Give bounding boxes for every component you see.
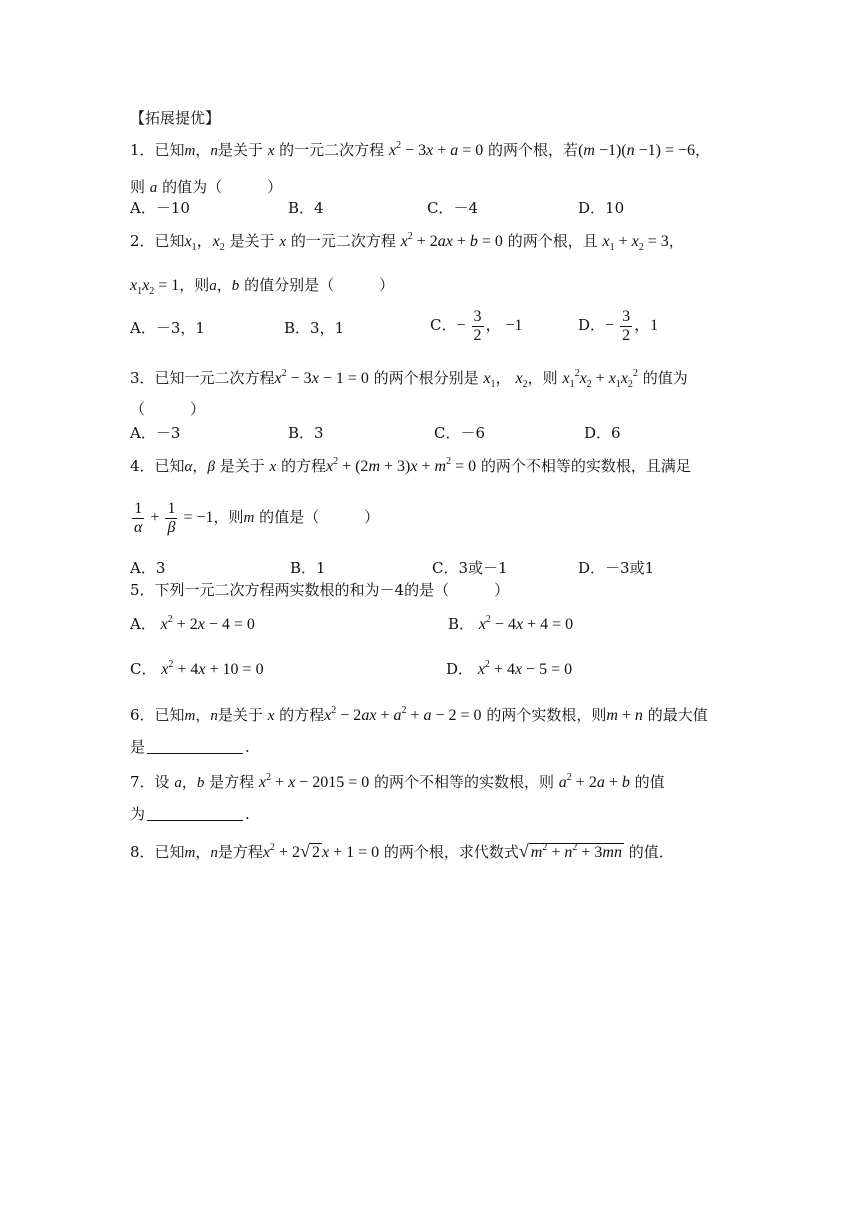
q4-option-d[interactable]: D．－3或1 [578, 559, 655, 577]
q2-option-d[interactable]: D．− $\frac{3}{2}$ ，1 [578, 308, 659, 344]
q5-option-d[interactable]: D． $x^2 + 4x - 5 = 0$ [446, 659, 573, 678]
question-4-line-1: 4．已知α，β 是关于 x 的方程$x^2 + (2m + 3)x + m^2 = 0$ 的两个不相等的实数根，且满足 [130, 456, 691, 475]
question-2-line-1: 2．已知$x_1$，$x_2$ 是关于 x 的一元二次方程 $x^2 + 2ax + b = 0$ 的两个根，且 $x_1 + x_2 = 3$， [130, 231, 684, 253]
q3-option-d[interactable]: D．6 [584, 424, 621, 442]
q2-option-a[interactable]: A．－3，1 [130, 319, 205, 337]
q3-option-a[interactable]: A．－3 [130, 424, 181, 442]
q1-option-c[interactable]: C．－4 [427, 199, 479, 217]
q2-option-c[interactable]: C．− $\frac{3}{2}$ ， −1 [430, 308, 523, 344]
q4-option-a[interactable]: A．3 [130, 559, 166, 577]
q5-option-c[interactable]: C． $x^2 + 4x + 10 = 0$ [130, 659, 264, 678]
q6-answer-blank[interactable] [147, 739, 243, 754]
section-header: 【拓展提优】 [130, 109, 221, 127]
question-1-line-2: 则 a 的值为（ ） [130, 178, 283, 196]
question-5-text: 5．下列一元二次方程两实数根的和为－4的是（ ） [130, 581, 510, 599]
question-7-line-2: 为 . [130, 805, 250, 823]
q3-option-c[interactable]: C．－6 [434, 424, 486, 442]
question-6-line-2: 是 . [130, 738, 250, 756]
question-2-line-2: $x_1x_2 = 1$，则a，b 的值分别是（ ） [130, 276, 395, 297]
q1-option-b[interactable]: B．4 [288, 199, 324, 217]
q3-option-b[interactable]: B．3 [288, 424, 324, 442]
q4-option-b[interactable]: B．1 [290, 559, 326, 577]
question-1-line-1: 1．已知m，n是关于 x 的一元二次方程 $x^2 - 3x + a = 0$ 的两个根，若(m −1)(n −1) = −6， [130, 140, 711, 159]
question-7-line-1: 7．设 a，b 是方程 $x^2 + x - 2015 = 0$ 的两个不相等的实数根，则 $a^2 + 2a + b$ 的值 [130, 772, 665, 791]
question-6-line-1: 6．已知m，n是关于 x 的方程$x^2 - 2ax + a^2 + a - 2 = 0$ 的两个实数根，则m + n 的最大值 [130, 705, 708, 724]
q1-option-a[interactable]: A．－10 [130, 199, 190, 217]
question-8-line: 8．已知m，n是方程$x^2 + 2√$ 2 x + 1 = 0 的两个根，求代数式√ $m^2 + n^2 + 3mn$ 的值． [130, 841, 674, 861]
q7-answer-blank[interactable] [147, 806, 243, 821]
question-4-line-2: $\frac{1}{\alpha}$ + $\frac{1}{\beta}$ = −1，则m 的值是（ ） [134, 500, 380, 536]
q1-option-d[interactable]: D．10 [578, 199, 625, 217]
q5-option-a[interactable]: A． $x^2 + 2x - 4 = 0$ [130, 614, 255, 633]
q2-option-b[interactable]: B．3，1 [284, 319, 345, 337]
question-3-line-2: （ ） [130, 400, 206, 418]
question-3-line-1: 3．已知一元二次方程$x^2 - 3x - 1 = 0$ 的两个根分别是 $x_1$， $x_2$，则 $x_1^2x_2 + x_1x_2^2$ 的值为 [130, 368, 688, 390]
q4-option-c[interactable]: C．3或－1 [432, 559, 508, 577]
q5-option-b[interactable]: B． $x^2 - 4x + 4 = 0$ [448, 614, 574, 633]
